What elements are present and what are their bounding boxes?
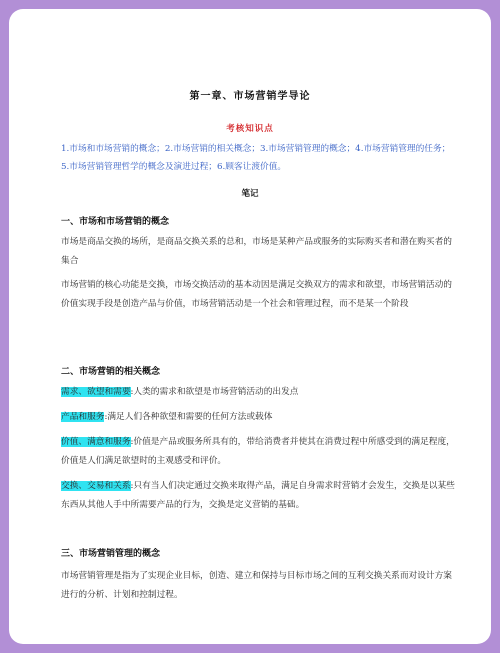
section1-heading: 一、市场和市场营销的概念 (61, 217, 170, 227)
highlighted-term: 交换、交易和关系 (61, 481, 131, 491)
section2-item-1 (61, 383, 455, 402)
document-page (9, 9, 491, 644)
section2-item-3 (61, 433, 455, 471)
highlighted-term: 需求、欲望和需要 (61, 387, 131, 397)
document-title: 第一章、市场营销学导论 (189, 91, 311, 102)
section1-paragraph-1: 市场是商品交换的场所，是商品交换关系的总和，市场是某种产品或服务的实际购买者和潜在购买者的集合 (61, 237, 452, 266)
section3-heading: 三、市场营销管理的概念 (61, 549, 161, 559)
section2-heading: 二、市场营销的相关概念 (61, 367, 161, 377)
section2-item-4 (61, 477, 455, 515)
key-points-text: 1.市场和市场营销的概念；2.市场营销的相关概念；3.市场营销管理的概念；4.市场营销管理的任务；5.市场营销管理哲学的概念及演进过程；6.顾客让渡价值。 (61, 144, 451, 172)
key-points-title: 考核知识点 (226, 124, 274, 134)
highlighted-term: 产品和服务 (61, 412, 105, 422)
definition-text: :满足人们各种欲望和需要的任何方法或载体 (104, 412, 273, 422)
definition-text: :价值是产品或服务所具有的，带给消费者并使其在消费过程中所感受到的满足程度，价值是人们满足欲望时的主观感受和评价。 (61, 437, 455, 466)
definition-text: :只有当人们决定通过交换来取得产品，满足自身需求时营销才会发生，交换是以某些东西从其他人手中所需要产品的行为，交换是定义营销的基础。 (61, 481, 455, 510)
highlighted-term: 价值、满意和服务 (61, 437, 131, 447)
section3-paragraph-1: 市场营销管理是指为了实现企业目标，创造、建立和保持与目标市场之间的互利交换关系而对设计方案进行的分析、计划和控制过程。 (61, 571, 452, 600)
section2-item-2 (61, 408, 455, 427)
section1-paragraph-2: 市场营销的核心功能是交换，市场交换活动的基本动因是满足交换双方的需求和欲望，市场营销活动的价值实现手段是创造产品与价值，市场营销活动是一个社会和管理过程，而不是某一个阶段 (61, 280, 452, 309)
notes-title: 笔记 (241, 189, 259, 199)
definition-text: :人类的需求和欲望是市场营销活动的出发点 (130, 387, 299, 397)
